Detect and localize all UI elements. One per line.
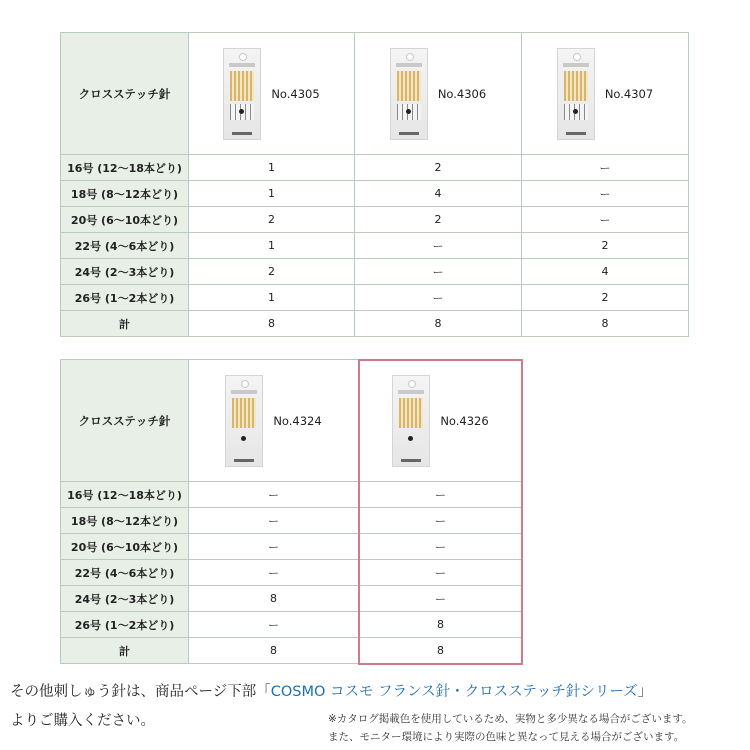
table-row (61, 207, 689, 233)
count-cell: 2 (522, 233, 689, 259)
needle-package-icon (225, 375, 263, 467)
count-cell: 4 (522, 259, 689, 285)
table-row (61, 155, 689, 181)
table-header-row (61, 33, 689, 155)
disclaimer-line-2: また、モニター環境により実際の色味と異なって見える場合がございます。 (328, 731, 685, 743)
needle-table-1 (60, 32, 689, 337)
count-cell: 2 (522, 285, 689, 311)
table-header-row (61, 360, 523, 482)
purchase-note-line-1 (10, 678, 745, 707)
count-cell: ー (189, 482, 359, 508)
size-label: 16号 (12〜18本どり) (61, 155, 189, 181)
count-cell: 1 (189, 155, 355, 181)
table-row (61, 259, 689, 285)
size-label: 18号 (8〜12本どり) (61, 181, 189, 207)
total-cell: 8 (522, 311, 689, 337)
table-row (61, 508, 523, 534)
size-label: 22号 (4〜6本どり) (61, 560, 189, 586)
note-prefix: その他刺しゅう針は、商品ページ下部「 (10, 684, 271, 700)
needle-package-icon (392, 375, 430, 467)
total-label: 計 (61, 638, 189, 664)
count-cell: ー (359, 534, 523, 560)
count-cell: ー (189, 612, 359, 638)
size-label: 16号 (12〜18本どり) (61, 482, 189, 508)
disclaimer (328, 710, 748, 746)
count-cell: 8 (189, 586, 359, 612)
total-cell: 8 (189, 638, 359, 664)
product-cell (522, 33, 689, 155)
needle-package-icon (557, 48, 595, 140)
product-series-link[interactable]: COSMO コスモ フランス針・クロスステッチ針シリーズ (270, 684, 638, 700)
count-cell: ー (189, 560, 359, 586)
model-number: No.4324 (273, 413, 322, 428)
count-cell: 2 (355, 155, 522, 181)
needle-table-2 (60, 359, 523, 664)
size-label: 20号 (6〜10本どり) (61, 534, 189, 560)
product-cell (189, 360, 359, 482)
count-cell: ー (355, 259, 522, 285)
count-cell: ー (522, 181, 689, 207)
model-number: No.4326 (440, 413, 489, 428)
model-number: No.4305 (271, 86, 320, 101)
count-cell: 1 (189, 181, 355, 207)
count-cell: ー (522, 155, 689, 181)
count-cell: ー (355, 233, 522, 259)
size-label: 24号 (2〜3本どり) (61, 259, 189, 285)
count-cell: ー (359, 508, 523, 534)
model-number: No.4306 (437, 86, 487, 101)
table-total-row (61, 311, 689, 337)
size-label: 26号 (1〜2本どり) (61, 285, 189, 311)
model-number: No.4307 (604, 86, 654, 101)
purchase-note-line-2: よりご購入ください。 (10, 713, 155, 729)
needle-package-icon (390, 48, 428, 140)
table-row (61, 586, 523, 612)
count-cell: ー (189, 508, 359, 534)
total-cell: 8 (359, 638, 523, 664)
size-label: 26号 (1〜2本どり) (61, 612, 189, 638)
count-cell: 2 (355, 207, 522, 233)
product-cell (355, 33, 522, 155)
table-total-row (61, 638, 523, 664)
total-cell: 8 (355, 311, 522, 337)
total-cell: 8 (189, 311, 355, 337)
count-cell: 1 (189, 233, 355, 259)
total-label: 計 (61, 311, 189, 337)
table-row (61, 233, 689, 259)
count-cell: 8 (359, 612, 523, 638)
count-cell: ー (355, 285, 522, 311)
count-cell: ー (189, 534, 359, 560)
table-row (61, 181, 689, 207)
count-cell: ー (359, 586, 523, 612)
disclaimer-line-1: ※カタログ掲載色を使用しているため、実物と多少異なる場合がございます。 (328, 713, 693, 725)
table-row (61, 482, 523, 508)
size-label: 20号 (6〜10本どり) (61, 207, 189, 233)
table-row (61, 285, 689, 311)
table-header-label: クロスステッチ針 (61, 33, 189, 155)
table-row (61, 612, 523, 638)
size-label: 18号 (8〜12本どり) (61, 508, 189, 534)
table-row (61, 560, 523, 586)
count-cell: ー (522, 207, 689, 233)
size-label: 24号 (2〜3本どり) (61, 586, 189, 612)
count-cell: 4 (355, 181, 522, 207)
product-cell (189, 33, 355, 155)
count-cell: ー (359, 560, 523, 586)
count-cell: ー (359, 482, 523, 508)
count-cell: 2 (189, 259, 355, 285)
table-header-label: クロスステッチ針 (61, 360, 189, 482)
count-cell: 1 (189, 285, 355, 311)
table-row (61, 534, 523, 560)
note-bracket: 」 (637, 684, 653, 700)
size-label: 22号 (4〜6本どり) (61, 233, 189, 259)
count-cell: 2 (189, 207, 355, 233)
needle-package-icon (223, 48, 261, 140)
product-cell (359, 360, 523, 482)
